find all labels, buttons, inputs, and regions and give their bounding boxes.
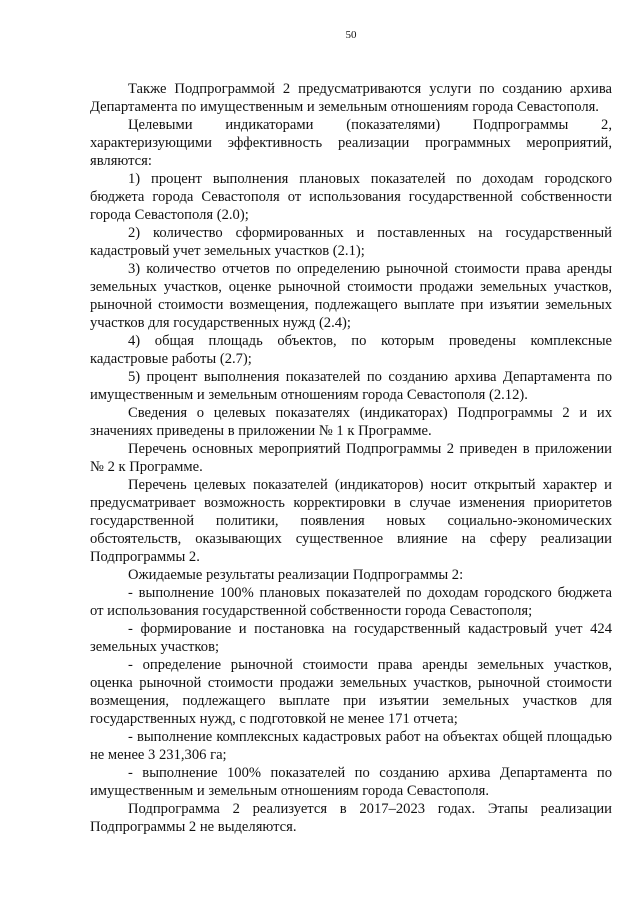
indicator-item-1: 1) процент выполнения плановых показателей по доходам городского бюджета города Севастополя от использования государственной собственности города Севастополя (2.0);	[90, 171, 612, 223]
result-item-4: - выполнение комплексных кадастровых работ на объектах общей площадью не менее 3 231,306 га;	[90, 729, 612, 763]
paragraph-indicators-intro: Целевыми индикаторами (показателями) Подпрограммы 2, характеризующими эффективность реализации программных мероприятий, являются:	[90, 117, 612, 169]
paragraph-open-list: Перечень целевых показателей (индикаторов) носит открытый характер и предусматривает возможность корректировки в случае изменения приоритетов государственной политики, появления новых социально-экономических обстоятельств, оказывающих существенное влияние на сферу реализации Подпрограммы 2.	[90, 477, 612, 565]
result-item-3: - определение рыночной стоимости права аренды земельных участков, оценка рыночной стоимости продажи земельных участков, рыночной стоимости возмещения, подлежащего выплате при изъятии земельных участков для государственных нужд, с подготовкой не менее 171 отчета;	[90, 657, 612, 727]
body-text	[90, 80, 612, 836]
result-item-1: - выполнение 100% плановых показателей по доходам городского бюджета от использования государственной собственности города Севастополя;	[90, 585, 612, 619]
indicator-item-5: 5) процент выполнения показателей по созданию архива Департамента по имущественным и земельным отношениям города Севастополя (2.12).	[90, 369, 612, 403]
result-item-2: - формирование и постановка на государственный кадастровый учет 424 земельных участков;	[90, 621, 612, 655]
document-page	[90, 0, 612, 904]
indicator-item-2: 2) количество сформированных и поставленных на государственный кадастровый учет земельных участков (2.1);	[90, 225, 612, 259]
result-item-5: - выполнение 100% показателей по созданию архива Департамента по имущественным и земельным отношениям города Севастополя.	[90, 765, 612, 799]
indicator-item-4: 4) общая площадь объектов, по которым проведены комплексные кадастровые работы (2.7);	[90, 333, 612, 367]
paragraph-appendix-1: Сведения о целевых показателях (индикаторах) Подпрограммы 2 и их значениях приведены в приложении № 1 к Программе.	[90, 405, 612, 439]
paragraph-archive-services: Также Подпрограммой 2 предусматриваются услуги по созданию архива Департамента по имущественным и земельным отношениям города Севастополя.	[90, 81, 612, 115]
paragraph-appendix-2: Перечень основных мероприятий Подпрограммы 2 приведен в приложении № 2 к Программе.	[90, 441, 612, 475]
indicator-item-3: 3) количество отчетов по определению рыночной стоимости права аренды земельных участков, оценке рыночной стоимости продажи земельных участков, рыночной стоимости возмещения, подлежащего выплате при изъятии земельных участков для государственных нужд (2.4);	[90, 261, 612, 331]
paragraph-expected-results: Ожидаемые результаты реализации Подпрограммы 2:	[128, 567, 464, 583]
paragraph-implementation-period: Подпрограмма 2 реализуется в 2017–2023 годах. Этапы реализации Подпрограммы 2 не выделяются.	[90, 801, 612, 835]
page-number: 50	[345, 29, 357, 41]
